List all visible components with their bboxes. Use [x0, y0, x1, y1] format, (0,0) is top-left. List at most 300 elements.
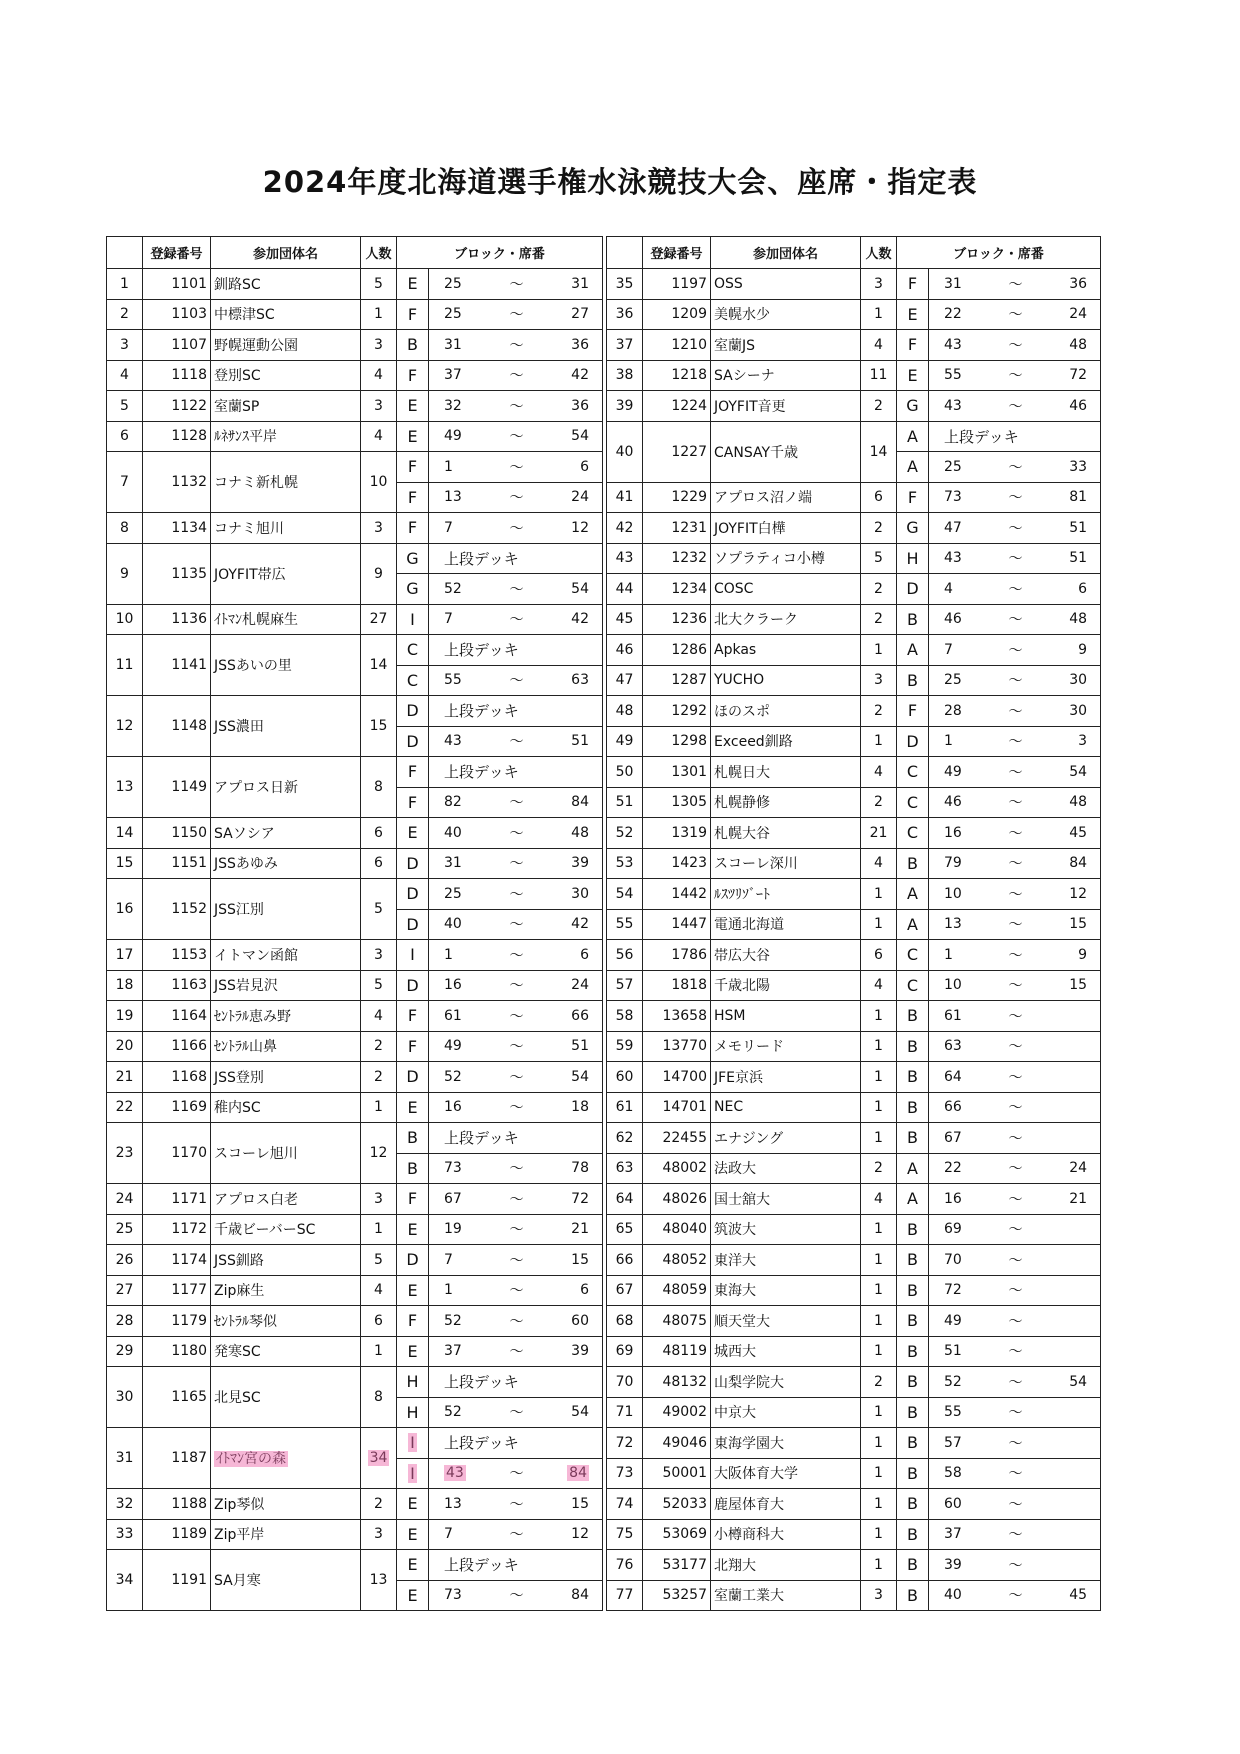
team-name — [711, 1397, 861, 1428]
team-name — [211, 330, 361, 361]
seat-from — [444, 1526, 492, 1542]
seat-block — [897, 1336, 929, 1367]
participant-count-text: 5 — [374, 275, 383, 292]
seat-tilde: ～ — [1008, 368, 1023, 385]
seat-tilde: ～ — [1008, 703, 1023, 720]
seat-range — [429, 543, 603, 574]
participant-count-text: 6 — [374, 824, 383, 841]
seat-to-text: 21 — [571, 1221, 589, 1238]
seat-range — [929, 1123, 1101, 1154]
participant-count-text: 12 — [369, 1145, 388, 1161]
seat-block — [397, 635, 429, 666]
seat-block — [397, 1184, 429, 1215]
seat-to-text: 15 — [571, 1251, 589, 1268]
team-name — [711, 1306, 861, 1337]
table-row — [607, 574, 1101, 605]
team-name — [711, 482, 861, 513]
seat-from-text: 25 — [444, 885, 462, 902]
seat-tilde: ～ — [1008, 1588, 1023, 1605]
team-name-text: 大阪体育大学 — [714, 1466, 798, 1483]
seat-range — [429, 1062, 603, 1093]
row-number: 73 — [607, 1458, 643, 1489]
seat-from-text: 82 — [444, 794, 462, 811]
seat-from — [444, 428, 492, 444]
seat-range — [929, 1245, 1101, 1276]
team-name-text: アプロス沼ノ端 — [714, 490, 812, 507]
team-name — [711, 269, 861, 300]
registration-number: 13658 — [643, 1001, 711, 1032]
seat-to-text: 30 — [1069, 702, 1088, 719]
seat-block — [397, 391, 429, 422]
seat-to-text: 39 — [571, 855, 589, 872]
team-name-text: コナミ新札幌 — [214, 475, 298, 491]
seat-from — [944, 1038, 992, 1054]
seat-tilde: ～ — [509, 520, 524, 537]
participant-count-text: 2 — [374, 1495, 383, 1512]
participant-count — [361, 1519, 397, 1550]
team-name-text: 法政大 — [714, 1161, 756, 1178]
seat-from — [444, 947, 492, 963]
registration-number: 1169 — [143, 1092, 211, 1123]
team-name-text: 美幌水少 — [714, 307, 770, 324]
participant-count — [361, 1092, 397, 1123]
seat-block-text: G — [906, 396, 919, 416]
registration-number: 1150 — [143, 818, 211, 849]
seat-block — [897, 269, 929, 300]
seat-block-text: B — [907, 1402, 918, 1422]
seat-block — [397, 757, 429, 788]
seat-from — [944, 1252, 992, 1268]
seat-from — [944, 1099, 992, 1115]
participant-count-text: 1 — [874, 1343, 883, 1360]
header-team: 参加団体名 — [211, 237, 361, 269]
seat-block-text: B — [907, 1372, 918, 1392]
registration-number: 1174 — [143, 1245, 211, 1276]
seat-to — [1039, 794, 1087, 810]
seat-block-text: B — [907, 853, 918, 873]
seat-block-text: B — [907, 670, 918, 690]
seat-block — [397, 360, 429, 391]
seat-range — [929, 635, 1101, 666]
table-row — [107, 421, 603, 452]
participant-count-text: 6 — [874, 489, 883, 506]
participant-count — [861, 1062, 897, 1093]
seat-from-text: 70 — [944, 1251, 962, 1268]
registration-number: 53177 — [643, 1550, 711, 1581]
seat-to — [541, 1496, 589, 1512]
registration-number: 1164 — [143, 1001, 211, 1032]
seat-tilde: ～ — [509, 1252, 524, 1269]
registration-number: 1122 — [143, 391, 211, 422]
team-name-text: JSS濃田 — [214, 719, 264, 735]
seat-to — [541, 489, 589, 505]
table-row — [607, 299, 1101, 330]
participant-count — [361, 360, 397, 391]
seat-to — [1039, 1191, 1087, 1207]
participant-count — [861, 299, 897, 330]
seat-to-text: 12 — [571, 1526, 589, 1543]
team-name-text: ｾﾝﾄﾗﾙ恵み野 — [214, 1008, 291, 1025]
table-row — [107, 360, 603, 391]
seat-from — [944, 1496, 992, 1512]
participant-count — [861, 1519, 897, 1550]
seat-block-text: B — [907, 1524, 918, 1544]
seat-block — [897, 726, 929, 757]
seat-block-text: D — [906, 579, 919, 599]
registration-number: 1103 — [143, 299, 211, 330]
seat-block-text: F — [907, 335, 918, 355]
seat-block-text: F — [407, 762, 418, 782]
seat-tilde: ～ — [1008, 1222, 1023, 1239]
seat-block — [897, 1397, 929, 1428]
team-name-text: JSSあゆみ — [214, 856, 278, 873]
participant-count-text: 13 — [369, 1572, 388, 1588]
seat-block — [897, 1184, 929, 1215]
team-name-text: NEC — [714, 1099, 744, 1116]
registration-number: 49046 — [643, 1428, 711, 1459]
table-row — [607, 1062, 1101, 1093]
participant-count-text: 14 — [869, 443, 888, 460]
seat-block-text: E — [407, 823, 418, 843]
seat-tilde: ～ — [509, 307, 524, 324]
table-row — [607, 1550, 1101, 1581]
participant-count-text: 1 — [374, 1221, 383, 1238]
team-name-text: 室蘭JS — [714, 337, 756, 354]
seat-tilde: ～ — [1008, 886, 1023, 903]
seat-tilde: ～ — [509, 1008, 524, 1025]
seat-from-text: 39 — [944, 1556, 962, 1573]
seat-to-text: 3 — [1078, 733, 1088, 750]
seat-block-text: I — [410, 945, 415, 965]
seat-to — [541, 276, 589, 292]
seat-to — [1039, 947, 1087, 963]
seat-range — [929, 1336, 1101, 1367]
seat-to — [541, 1404, 589, 1420]
seat-range — [929, 879, 1101, 910]
seat-block — [897, 818, 929, 849]
seat-block-text: C — [406, 640, 419, 660]
seat-to — [1039, 733, 1087, 749]
participant-count — [861, 1275, 897, 1306]
seat-range — [429, 1184, 603, 1215]
table-row — [607, 1153, 1101, 1184]
participant-count-text: 3 — [874, 275, 883, 292]
table-row — [607, 1184, 1101, 1215]
seat-tilde: ～ — [509, 398, 524, 415]
row-number: 59 — [607, 1031, 643, 1062]
seat-from — [944, 1374, 992, 1390]
seat-from-text: 31 — [444, 336, 462, 353]
table-row — [607, 1580, 1101, 1611]
participant-count — [361, 513, 397, 544]
seat-block — [397, 1580, 429, 1611]
participant-count-text: 4 — [874, 1190, 883, 1207]
team-name-text: 国士舘大 — [714, 1191, 770, 1208]
seat-to — [1039, 550, 1087, 566]
seat-block-text: B — [907, 1067, 918, 1087]
seat-from-text: 16 — [444, 1099, 462, 1116]
seat-tilde: ～ — [1008, 795, 1023, 812]
team-name — [711, 421, 861, 482]
row-number: 37 — [607, 330, 643, 361]
table-row — [607, 1458, 1101, 1489]
registration-number: 1298 — [643, 726, 711, 757]
seat-from-text: 1 — [444, 1282, 453, 1299]
seat-from — [944, 367, 992, 383]
seat-from-text: 1 — [444, 458, 453, 475]
seat-from-text: 1 — [944, 946, 953, 963]
participant-count — [361, 970, 397, 1001]
seat-from — [944, 855, 992, 871]
row-number: 27 — [107, 1275, 143, 1306]
seat-from — [444, 306, 492, 322]
team-name-text: ソプラティコ小樽 — [714, 551, 825, 568]
row-number: 57 — [607, 970, 643, 1001]
table-row — [607, 1306, 1101, 1337]
participant-count — [861, 787, 897, 818]
seat-from — [944, 1313, 992, 1329]
row-number: 50 — [607, 757, 643, 788]
seat-block-text: E — [407, 1494, 418, 1514]
team-name — [711, 543, 861, 574]
participant-count — [861, 1306, 897, 1337]
seat-to-text: 54 — [571, 1404, 589, 1421]
seat-range — [429, 848, 603, 879]
seat-from — [944, 489, 992, 505]
participant-count — [861, 269, 897, 300]
team-name — [211, 818, 361, 849]
seat-to-text: 6 — [1078, 580, 1088, 597]
team-name — [211, 1031, 361, 1062]
seat-block-text: F — [407, 457, 418, 477]
seat-to — [1039, 367, 1087, 383]
seat-block — [397, 1519, 429, 1550]
seat-to — [541, 367, 589, 383]
seat-tilde: ～ — [509, 917, 524, 934]
seat-from — [944, 1557, 992, 1573]
seat-block-text: G — [406, 579, 419, 599]
seat-from — [444, 886, 492, 902]
seat-tilde: ～ — [509, 1527, 524, 1544]
seat-block-text: E — [407, 1524, 418, 1544]
seat-tilde: ～ — [1008, 1191, 1023, 1208]
seat-from-text: 32 — [444, 397, 462, 414]
team-name-text: JOYFIT音更 — [714, 398, 786, 415]
seat-block — [897, 360, 929, 391]
row-number: 29 — [107, 1336, 143, 1367]
seat-block — [397, 421, 429, 452]
registration-number: 1423 — [643, 848, 711, 879]
table-row — [107, 1275, 603, 1306]
participant-count-text: 1 — [874, 1404, 883, 1421]
seat-from — [444, 459, 492, 475]
seat-note: 上段デッキ — [444, 702, 519, 721]
seat-block — [397, 299, 429, 330]
seat-range — [429, 1031, 603, 1062]
seat-block-text: F — [407, 1006, 418, 1026]
participant-count-text: 1 — [874, 1434, 883, 1451]
team-name-text: 鹿屋体育大 — [714, 1496, 784, 1513]
seat-range — [929, 1184, 1101, 1215]
participant-count — [861, 726, 897, 757]
seat-block-text: F — [907, 487, 918, 507]
registration-number: 1172 — [143, 1214, 211, 1245]
seat-from — [444, 489, 492, 505]
table-row — [607, 696, 1101, 727]
seat-block — [897, 909, 929, 940]
seat-block-text: D — [406, 975, 419, 995]
seat-from — [444, 520, 492, 536]
seat-to-text: 84 — [1069, 855, 1088, 872]
seat-from — [944, 1587, 992, 1603]
seat-from — [444, 1221, 492, 1237]
seat-block-text: F — [407, 365, 418, 385]
participant-count-text: 1 — [374, 306, 383, 323]
registration-number: 1224 — [643, 391, 711, 422]
registration-number: 50001 — [643, 1458, 711, 1489]
seat-block — [397, 269, 429, 300]
seat-tilde: ～ — [1008, 1496, 1023, 1513]
seat-block-text: D — [406, 914, 419, 934]
participant-count — [361, 543, 397, 604]
seat-from — [944, 1069, 992, 1085]
team-name — [711, 1214, 861, 1245]
seat-range — [429, 1306, 603, 1337]
seat-from-text: 55 — [944, 367, 962, 384]
seat-to — [1039, 581, 1087, 597]
participant-count-text: 1 — [874, 1099, 883, 1116]
row-number: 3 — [107, 330, 143, 361]
seat-from — [444, 1191, 492, 1207]
seat-tilde: ～ — [1008, 520, 1023, 537]
team-name — [711, 1580, 861, 1611]
seat-block — [897, 1519, 929, 1550]
seat-from-text: 73 — [944, 489, 962, 506]
seat-from-text: 16 — [944, 1190, 962, 1207]
seat-block-text: F — [407, 304, 418, 324]
team-name-text: JSS釧路 — [214, 1252, 264, 1269]
seat-tilde: ～ — [1008, 1161, 1023, 1178]
table-row — [107, 604, 603, 635]
seat-to-text: 6 — [580, 1282, 589, 1299]
seat-range — [429, 1580, 603, 1611]
row-number: 70 — [607, 1367, 643, 1398]
seat-block-text: C — [906, 945, 919, 965]
team-name — [711, 1092, 861, 1123]
seat-range — [929, 299, 1101, 330]
seat-block — [897, 513, 929, 544]
team-name — [711, 1550, 861, 1581]
seat-tilde: ～ — [509, 1100, 524, 1117]
seat-to — [1039, 886, 1087, 902]
seat-to-text: 45 — [1069, 824, 1088, 841]
seat-to-text: 81 — [1069, 489, 1088, 506]
seat-to — [1039, 1374, 1087, 1390]
participant-count-text: 5 — [374, 901, 383, 917]
row-number: 16 — [107, 879, 143, 940]
seat-block-text: B — [907, 1463, 918, 1483]
registration-number: 48075 — [643, 1306, 711, 1337]
participant-count — [361, 1336, 397, 1367]
seat-range — [429, 391, 603, 422]
seat-from — [444, 1282, 492, 1298]
seat-from-text: 43 — [446, 1465, 464, 1482]
row-number: 7 — [107, 452, 143, 513]
registration-number: 1229 — [643, 482, 711, 513]
participant-count — [861, 818, 897, 849]
team-name — [211, 421, 361, 452]
registration-number: 1287 — [643, 665, 711, 696]
registration-number: 14700 — [643, 1062, 711, 1093]
seat-to — [541, 398, 589, 414]
row-number: 39 — [607, 391, 643, 422]
table-row — [107, 1306, 603, 1337]
seat-block-text: D — [406, 1250, 419, 1270]
row-number: 4 — [107, 360, 143, 391]
seat-block-text: B — [907, 1219, 918, 1239]
team-name — [211, 604, 361, 635]
seat-range — [929, 665, 1101, 696]
seat-tilde: ～ — [509, 1222, 524, 1239]
team-name-text: 千歳ビーバーSC — [214, 1222, 316, 1239]
team-name — [711, 757, 861, 788]
team-name-text: スコーレ深川 — [714, 856, 798, 873]
seat-to-text: 51 — [1069, 519, 1088, 536]
seat-tilde: ～ — [509, 276, 524, 293]
seat-to-text: 15 — [571, 1495, 589, 1512]
seat-tilde: ～ — [509, 581, 524, 598]
participant-count-text: 2 — [874, 1373, 883, 1390]
seat-block — [397, 1458, 429, 1489]
participant-count — [361, 299, 397, 330]
row-number: 18 — [107, 970, 143, 1001]
seat-from-text: 49 — [444, 428, 462, 445]
row-number: 60 — [607, 1062, 643, 1093]
seat-to — [541, 611, 589, 627]
participant-count — [361, 452, 397, 513]
seat-from — [444, 1099, 492, 1115]
table-row — [107, 269, 603, 300]
seat-block-text: C — [906, 792, 919, 812]
seat-from-text: 55 — [944, 1404, 962, 1421]
team-name-text: 発寒SC — [214, 1344, 261, 1361]
table-row — [607, 513, 1101, 544]
seat-range — [929, 909, 1101, 940]
seat-range — [429, 1001, 603, 1032]
team-name — [211, 1092, 361, 1123]
table-row — [607, 848, 1101, 879]
seat-to-text: 42 — [571, 367, 589, 384]
team-name-text: 室蘭工業大 — [714, 1588, 784, 1605]
seat-from — [944, 1008, 992, 1024]
seat-from-text: 13 — [944, 916, 962, 933]
page-title: 2024年度北海道選手権水泳競技大会、座席・指定表 — [262, 165, 978, 199]
seat-to — [1039, 337, 1087, 353]
seat-from-text: 1 — [444, 946, 453, 963]
seat-from-text: 47 — [944, 519, 962, 536]
seat-range — [429, 1367, 603, 1398]
team-name-text: 札幌日大 — [714, 764, 770, 781]
table-row — [607, 1336, 1101, 1367]
table-row — [607, 1428, 1101, 1459]
team-name-text: 北大クラーク — [714, 612, 798, 629]
seat-from-text: 55 — [444, 672, 462, 689]
participant-count-text: 1 — [874, 1526, 883, 1543]
team-name — [711, 1275, 861, 1306]
seat-note: 上段デッキ — [444, 549, 519, 568]
participant-count — [861, 1367, 897, 1398]
seat-block — [397, 513, 429, 544]
